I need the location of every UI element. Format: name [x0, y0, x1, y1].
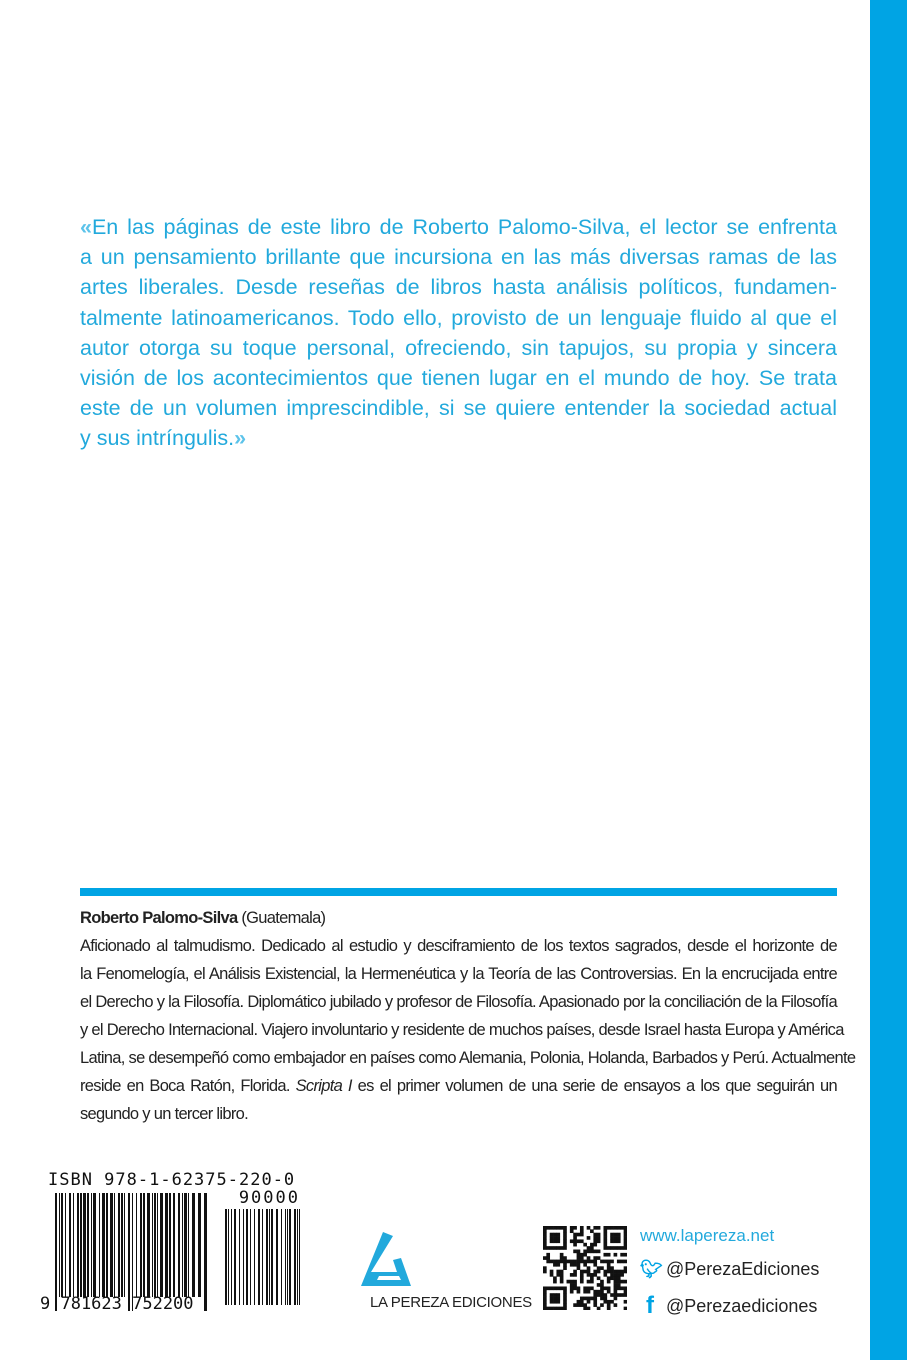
facebook-f-icon: f: [646, 1292, 654, 1319]
twitter-bird-icon: 🐦︎: [640, 1259, 663, 1279]
barcode-bar: [297, 1209, 298, 1305]
barcode-bar: [77, 1193, 79, 1297]
barcode-bar: [65, 1193, 66, 1297]
publisher-logo: [355, 1232, 425, 1290]
barcode-bar: [169, 1193, 171, 1297]
barcode-bar: [254, 1209, 255, 1305]
barcode-bar: [192, 1193, 195, 1297]
isbn-text: ISBN 978-1-62375-220-0: [48, 1170, 296, 1190]
barcode-bar: [83, 1193, 86, 1297]
barcode-bar: [258, 1209, 260, 1305]
divider-rule: [80, 888, 837, 896]
barcode-bar: [140, 1193, 142, 1297]
open-quote-mark: «: [80, 215, 92, 239]
barcode-bar: [182, 1193, 183, 1297]
spine-color-band: [870, 0, 907, 1360]
barcode-bar: [285, 1209, 286, 1305]
barcode-bar: [231, 1209, 232, 1305]
barcode-bar: [80, 1193, 82, 1297]
barcode-bar: [87, 1193, 89, 1297]
barcode-bar: [61, 1193, 63, 1297]
facebook-handle[interactable]: @Perezaediciones: [666, 1295, 818, 1316]
author-name: Roberto Palomo-Silva: [80, 909, 238, 927]
barcode-bar: [287, 1209, 288, 1305]
barcode-bar: [239, 1209, 240, 1305]
barcode-bar: [157, 1193, 158, 1297]
barcode-bar: [152, 1193, 153, 1297]
barcode-bar: [250, 1209, 251, 1305]
barcode-bar: [198, 1193, 201, 1297]
barcode-bar: [93, 1193, 96, 1297]
barcode-bar: [69, 1193, 71, 1297]
book-title: Scripta I: [295, 1077, 352, 1095]
barcode-bar: [246, 1209, 248, 1305]
barcode-bar: [121, 1193, 123, 1297]
barcode-bar: [102, 1193, 105, 1297]
barcode-bar: [99, 1193, 100, 1297]
barcode-bar: [110, 1193, 113, 1297]
barcode-bar: [281, 1209, 282, 1305]
barcode-bar: [243, 1209, 244, 1305]
publisher-name: LA PEREZA EDICIONES: [370, 1294, 532, 1311]
close-quote-mark: »: [234, 426, 247, 451]
barcode-bar: [299, 1209, 300, 1305]
barcode-bar: [165, 1193, 168, 1297]
barcode-bar: [184, 1193, 187, 1297]
price-addon: 90000: [238, 1188, 300, 1208]
barcode-bar: [271, 1209, 273, 1305]
barcode-bar: [118, 1193, 120, 1297]
barcode-bar: [225, 1209, 227, 1305]
barcode-bar: [160, 1193, 163, 1297]
blurb-quote: «En las páginas de este libro de Roberto Palomo-Silva, el lector se enfrenta a un pensamiento brillante que incursiona en las más diversas ramas de las artes liberales. Desde reseñas de libros hasta análisis políticos, fundamen- talmente latinoamericanos. Todo ello, provisto de un lenguaje fluido al que el autor otorga su toque personal, ofreciendo, sin tapujos, su propia y sincera visión de los acontecimientos que tienen lugar en el mundo de hoy. Se trata este de un volumen imprescindible, si se quiere entender la sociedad actual y sus intríngulis.»: [80, 215, 837, 451]
barcode-bar: [124, 1193, 125, 1297]
barcode-bar: [106, 1193, 108, 1297]
barcode-bar: [173, 1193, 175, 1297]
barcode-bar: [228, 1209, 229, 1305]
author-country: (Guatemala): [241, 909, 326, 927]
barcode-bar: [91, 1193, 92, 1297]
barcode-bar: [266, 1209, 268, 1305]
barcode-bar: [289, 1209, 291, 1305]
barcode-bar: [114, 1193, 115, 1297]
barcode-bar: [154, 1193, 156, 1297]
barcode-bar: [59, 1193, 60, 1297]
barcode-bar: [294, 1209, 296, 1305]
barcode-bar: [269, 1209, 270, 1305]
barcode-bar: [204, 1193, 207, 1311]
barcode-bar: [143, 1193, 145, 1297]
barcode-bar: [73, 1193, 74, 1297]
barcode-bar: [262, 1209, 263, 1305]
barcode-bar: [276, 1209, 278, 1305]
barcode-bar: [178, 1193, 180, 1297]
barcode-bar: [188, 1193, 189, 1297]
author-bio: Roberto Palomo-Silva (Guatemala) Aficionado al talmudismo. Dedicado al estudio y desciframiento de los textos sagrados, desde el horizonte de la Fenomelogía, el Análisis Existencial, la Hermenéutica y la Teoría de las Controversias. En la encrucijada entre el Derecho y la Filosofía. Diplomático jubilado y profesor de Filosofía. Apasionado por la conciliación de la Filosofía y el Derecho Internacional. Viajero involuntario y residente de muchos países, desde Israel hasta Europa y América Latina, se desempeñó como embajador en países como Alemania, Polonia, Holanda, Barbados y Perú. Actualmente reside en Boca Ratón, Florida. Scripta I es el primer volumen de una serie de ensayos a los que seguirán un segundo y un tercer libro.: [80, 909, 856, 1123]
website-link[interactable]: www.lapereza.net: [640, 1226, 775, 1245]
barcode-bar: [234, 1209, 236, 1305]
barcode-bar: [147, 1193, 150, 1297]
barcode-bar: [136, 1193, 137, 1297]
ean-number: 9 781623 752200: [40, 1294, 194, 1314]
twitter-handle[interactable]: @PerezaEdiciones: [666, 1259, 820, 1279]
qr-code[interactable]: [543, 1226, 627, 1310]
